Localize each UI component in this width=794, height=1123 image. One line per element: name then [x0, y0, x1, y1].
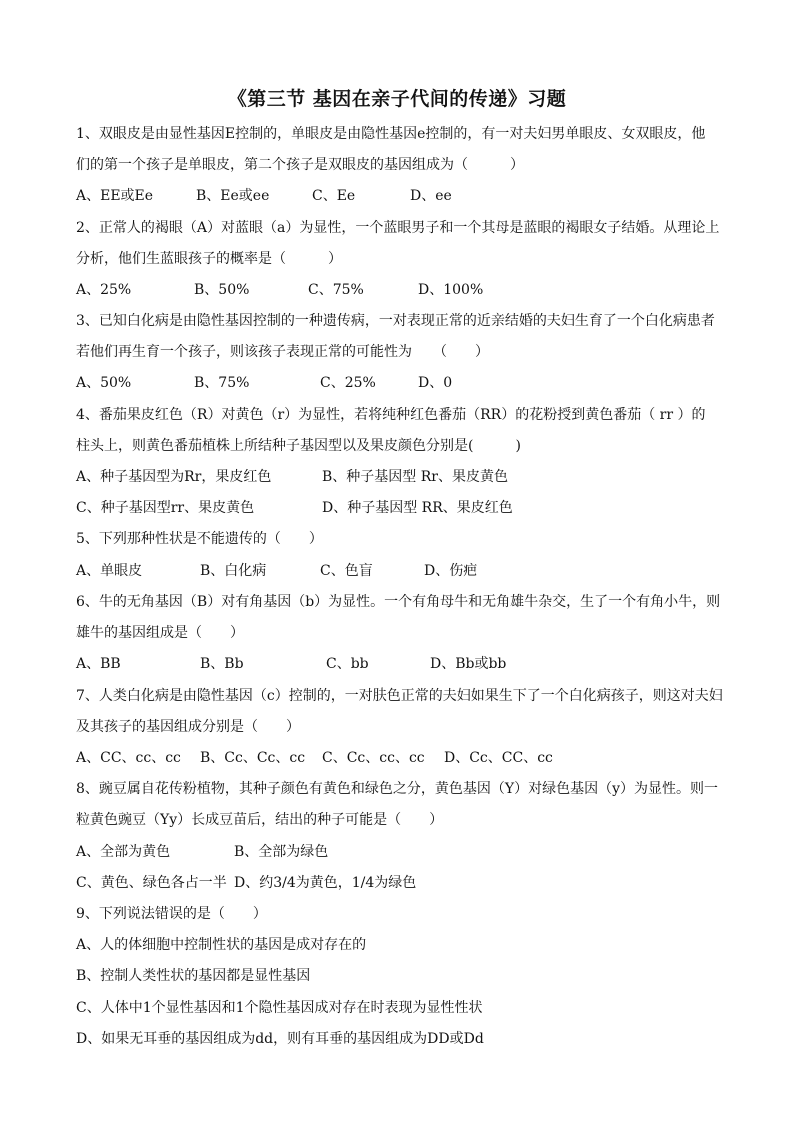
question-4-stem-line-2: 柱头上，则黄色番茄植株上所结种子基因型以及果皮颜色分别是( ) [76, 438, 521, 454]
question-6-option-b[interactable]: B、Bb [200, 656, 244, 672]
question-7-option-a[interactable]: A、CC、cc、cc [76, 750, 181, 766]
question-6-option-c[interactable]: C、bb [326, 656, 369, 672]
question-5-option-b[interactable]: B、白化病 [200, 563, 267, 579]
question-7-stem-line-2: 及其孩子的基因组成分别是（ ） [76, 719, 300, 735]
question-4-option-b[interactable]: B、种子基因型 Rr、果皮黄色 [322, 469, 508, 485]
question-5-option-a[interactable]: A、单眼皮 [76, 563, 143, 579]
question-2-stem-line-1: 2、正常人的褐眼（A）对蓝眼（a）为显性，一个蓝眼男子和一个其母是蓝眼的褐眼女子结婚。从理论上 [76, 220, 720, 236]
question-4-option-a[interactable]: A、种子基因型为Rr，果皮红色 [76, 469, 272, 485]
question-6-stem-line-2: 雄牛的基因组成是（ ） [76, 625, 244, 641]
question-7-stem-line-1: 7、人类白化病是由隐性基因（c）控制的，一对肤色正常的夫妇如果生下了一个白化病孩子，则这对夫妇 [76, 688, 723, 704]
question-1-option-c[interactable]: C、Ee [312, 188, 356, 204]
question-3-option-b[interactable]: B、75% [194, 375, 250, 391]
question-1-option-b[interactable]: B、Ee或ee [196, 188, 270, 204]
question-4-option-c[interactable]: C、种子基因型rr、果皮黄色 [76, 500, 255, 516]
question-5-option-d[interactable]: D、伤疤 [424, 563, 478, 579]
question-8-option-a[interactable]: A、全部为黄色 [76, 844, 171, 860]
question-2-option-c[interactable]: C、75% [308, 282, 364, 298]
question-3-stem-line-2: 若他们再生育一个孩子，则该孩子表现正常的可能性为 （ ） [76, 344, 489, 360]
question-9-option-a[interactable]: A、人的体细胞中控制性状的基因是成对存在的 [76, 937, 367, 953]
question-8-option-b[interactable]: B、全部为绿色 [234, 844, 329, 860]
question-8-option-d[interactable]: D、约3/4为黄色，1/4为绿色 [234, 875, 417, 891]
question-3-stem-line-1: 3、已知白化病是由隐性基因控制的一种遗传病，一对表现正常的近亲结婚的夫妇生育了一个白化病患者 [76, 313, 715, 329]
question-1-option-a[interactable]: A、EE或Ee [76, 188, 154, 204]
question-4-option-d[interactable]: D、种子基因型 RR、果皮红色 [322, 500, 513, 516]
question-5-option-c[interactable]: C、色盲 [320, 563, 373, 579]
question-1-stem-line-2: 们的第一个孩子是单眼皮，第二个孩子是双眼皮的基因组成为（ ） [76, 157, 524, 173]
page-title: 《第三节 基因在亲子代间的传递》习题 [227, 88, 567, 110]
question-9-stem: 9、下列说法错误的是（ ） [76, 906, 267, 922]
question-7-option-b[interactable]: B、Cc、Cc、cc [200, 750, 306, 766]
question-3-option-d[interactable]: D、0 [418, 375, 453, 391]
question-5-stem: 5、下列那种性状是不能遗传的（ ） [76, 531, 323, 547]
question-6-stem-line-1: 6、牛的无角基因（B）对有角基因（b）为显性。一个有角母牛和无角雄牛杂交，生了一个有角小牛，则 [76, 594, 721, 610]
question-1-stem-line-1: 1、双眼皮是由显性基因E控制的，单眼皮是由隐性基因e控制的，有一对夫妇男单眼皮、女双眼皮，他 [76, 126, 706, 142]
question-2-stem-line-2: 分析，他们生蓝眼孩子的概率是（ ） [76, 251, 342, 267]
question-3-option-a[interactable]: A、50% [76, 375, 132, 391]
question-9-option-b[interactable]: B、控制人类性状的基因都是显性基因 [76, 968, 311, 984]
question-6-option-d[interactable]: D、Bb或bb [430, 656, 507, 672]
question-3-option-c[interactable]: C、25% [320, 375, 376, 391]
question-8-stem-line-1: 8、豌豆属自花传粉植物，其种子颜色有黄色和绿色之分，黄色基因（Y）对绿色基因（y）为显性。则一 [76, 781, 719, 797]
question-7-option-d[interactable]: D、Cc、CC、cc [444, 750, 553, 766]
question-6-option-a[interactable]: A、BB [76, 656, 121, 672]
question-8-stem-line-2: 粒黄色豌豆（Yy）长成豆苗后，结出的种子可能是（ ） [76, 812, 444, 828]
question-7-option-c[interactable]: C、Cc、cc、cc [322, 750, 425, 766]
question-8-option-c[interactable]: C、黄色、绿色各占一半 [76, 875, 227, 891]
question-1-option-d[interactable]: D、ee [410, 188, 452, 204]
question-2-option-d[interactable]: D、100% [418, 282, 484, 298]
question-4-stem-line-1: 4、番茄果皮红色（R）对黄色（r）为显性，若将纯种红色番茄（RR）的花粉授到黄色番茄（ rr ）的 [76, 407, 706, 423]
question-9-option-d[interactable]: D、如果无耳垂的基因组成为dd，则有耳垂的基因组成为DD或Dd [76, 1031, 484, 1047]
question-9-option-c[interactable]: C、人体中1个显性基因和1个隐性基因成对存在时表现为显性性状 [76, 1000, 483, 1016]
question-2-option-a[interactable]: A、25% [76, 282, 132, 298]
question-2-option-b[interactable]: B、50% [194, 282, 250, 298]
